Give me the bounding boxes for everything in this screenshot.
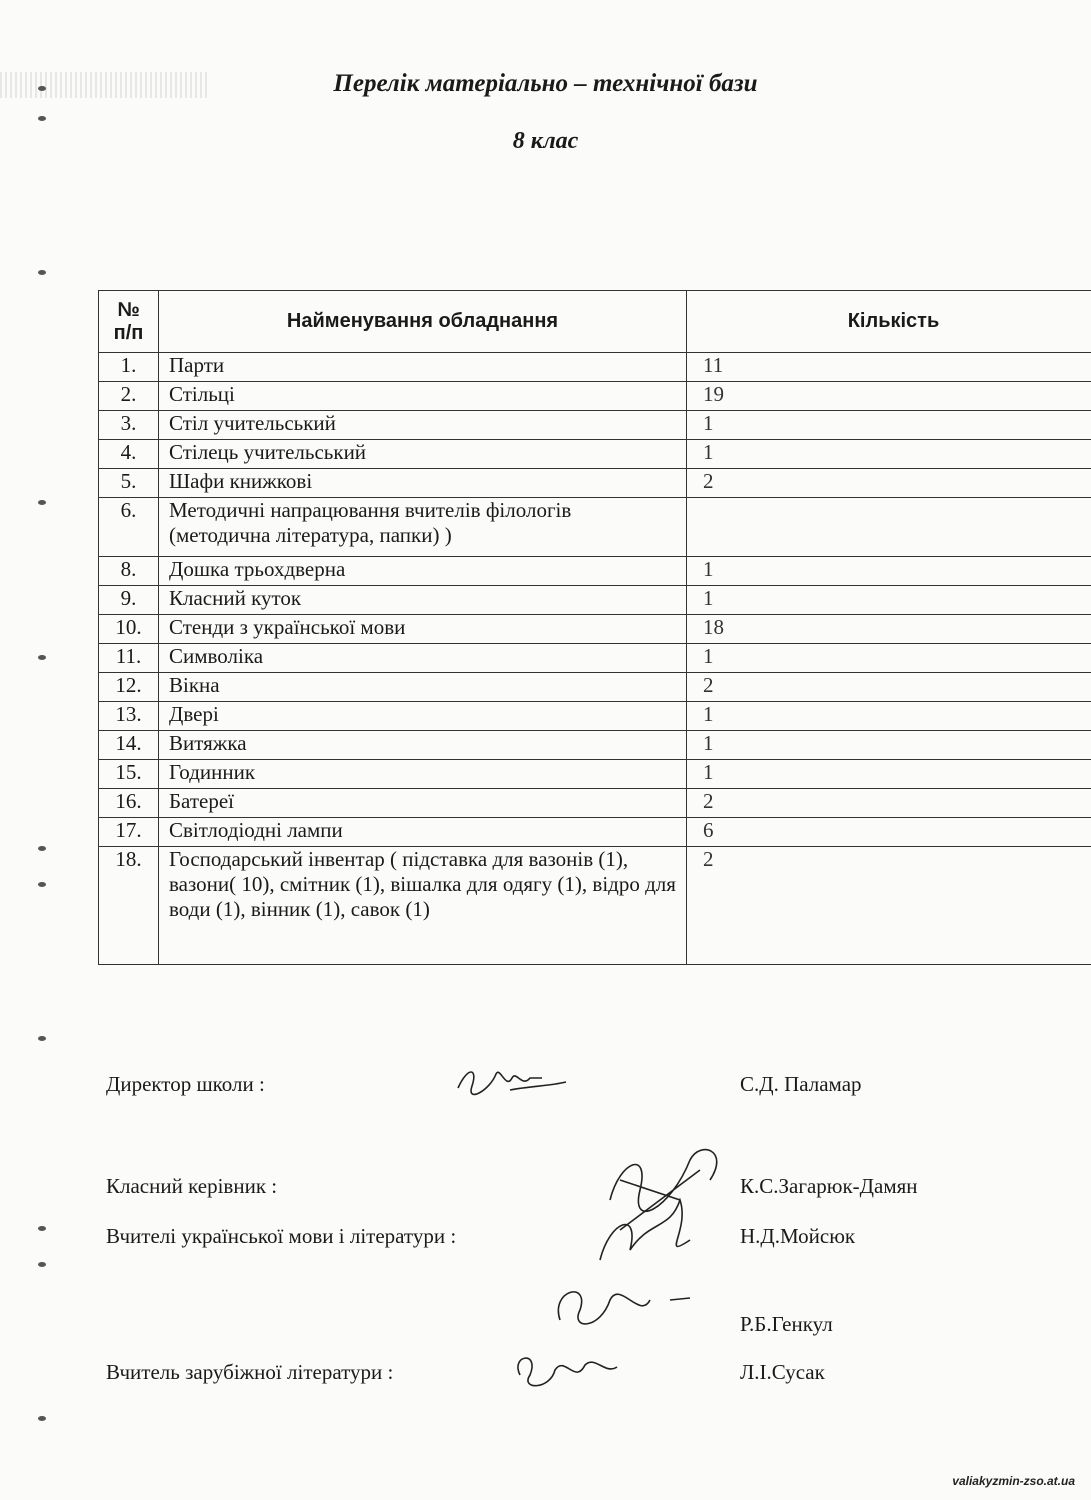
equipment-table	[98, 290, 1091, 965]
row-number: 13.	[99, 702, 159, 731]
signature-role: Вчителі української мови і літератури :	[106, 1224, 457, 1248]
row-number: 18.	[99, 847, 159, 965]
row-quantity: 2	[687, 847, 1091, 965]
row-name: Стільці	[159, 382, 687, 411]
row-quantity: 1	[687, 644, 1091, 673]
teacher-signatures	[580, 1140, 750, 1280]
punch-hole	[38, 1226, 46, 1231]
table-row	[99, 440, 1091, 469]
row-number: 9.	[99, 586, 159, 615]
row-number: 1.	[99, 353, 159, 382]
row-name: Парти	[159, 353, 687, 382]
table-row	[99, 586, 1091, 615]
row-number: 12.	[99, 673, 159, 702]
row-quantity: 1	[687, 731, 1091, 760]
row-number: 10.	[99, 615, 159, 644]
director-signature	[450, 1060, 570, 1100]
row-number: 6.	[99, 498, 159, 557]
signature-name: Л.І.Сусак	[740, 1360, 825, 1384]
punch-hole	[38, 655, 46, 660]
punch-hole	[38, 882, 46, 887]
punch-hole	[38, 1416, 46, 1421]
table-row	[99, 469, 1091, 498]
table-row	[99, 557, 1091, 586]
table-row	[99, 411, 1091, 440]
table-row	[99, 847, 1091, 965]
row-name: Дошка трьохдверна	[159, 557, 687, 586]
row-quantity: 19	[687, 382, 1091, 411]
table-row	[99, 382, 1091, 411]
punch-hole	[38, 1036, 46, 1041]
table-row	[99, 702, 1091, 731]
row-quantity: 18	[687, 615, 1091, 644]
row-quantity: 1	[687, 586, 1091, 615]
table-row	[99, 760, 1091, 789]
row-quantity: 11	[687, 353, 1091, 382]
row-quantity: 1	[687, 760, 1091, 789]
row-quantity: 2	[687, 469, 1091, 498]
punch-hole	[38, 270, 46, 275]
row-name: Світлодіодні лампи	[159, 818, 687, 847]
row-number: 4.	[99, 440, 159, 469]
row-quantity: 1	[687, 440, 1091, 469]
row-name: Стенди з української мови	[159, 615, 687, 644]
row-name: Класний куток	[159, 586, 687, 615]
row-number: 17.	[99, 818, 159, 847]
signature-name: Н.Д.Мойсюк	[740, 1224, 856, 1248]
table-row	[99, 673, 1091, 702]
teacher-signature	[540, 1280, 700, 1340]
table-row	[99, 353, 1091, 382]
punch-hole	[38, 500, 46, 505]
table-header-row	[99, 291, 1091, 353]
row-number: 3.	[99, 411, 159, 440]
row-number: 11.	[99, 644, 159, 673]
signature-name: К.С.Загарюк-Дамян	[740, 1174, 918, 1198]
row-name: Витяжка	[159, 731, 687, 760]
table-row	[99, 498, 1091, 557]
row-name: Стіл учительський	[159, 411, 687, 440]
document-title: Перелік матеріально – технічної бази	[333, 70, 758, 97]
row-number: 14.	[99, 731, 159, 760]
footer-url: valiakyzmin-zso.at.ua	[952, 1474, 1075, 1488]
punch-hole	[38, 846, 46, 851]
signature-role: Директор школи :	[106, 1072, 265, 1096]
punch-hole	[38, 116, 46, 121]
row-name: Методичні напрацювання вчителів філологів (методична література, папки) )	[159, 498, 687, 557]
table-row	[99, 818, 1091, 847]
signature-role: Вчитель зарубіжної літератури :	[106, 1360, 394, 1384]
row-number: 15.	[99, 760, 159, 789]
row-quantity: 6	[687, 818, 1091, 847]
table-row	[99, 731, 1091, 760]
row-number: 2.	[99, 382, 159, 411]
table-row	[99, 615, 1091, 644]
header-name: Найменування обладнання	[159, 291, 687, 353]
row-quantity: 1	[687, 557, 1091, 586]
signature-name: Р.Б.Генкул	[740, 1312, 833, 1336]
signature-role: Класний керівник :	[106, 1174, 278, 1198]
row-name: Двері	[159, 702, 687, 731]
punch-hole	[38, 1262, 46, 1267]
row-number: 8.	[99, 557, 159, 586]
row-number: 16.	[99, 789, 159, 818]
row-number: 5.	[99, 469, 159, 498]
row-name: Символіка	[159, 644, 687, 673]
row-name: Батереї	[159, 789, 687, 818]
table-row	[99, 644, 1091, 673]
row-quantity	[687, 498, 1091, 557]
row-quantity: 2	[687, 789, 1091, 818]
header-number: № п/п	[99, 291, 159, 353]
row-quantity: 1	[687, 702, 1091, 731]
row-name: Господарський інвентар ( підставка для вазонів (1), вазони( 10), смітник (1), вішалка для одягу (1), відро для води (1), вінник (1), савок (1)	[159, 847, 687, 965]
row-name: Годинник	[159, 760, 687, 789]
row-name: Вікна	[159, 673, 687, 702]
header-quantity: Кількість	[687, 291, 1091, 353]
row-name: Шафи книжкові	[159, 469, 687, 498]
document-subtitle: 8 клас	[512, 128, 579, 154]
signature-name: С.Д. Паламар	[740, 1072, 862, 1096]
row-quantity: 2	[687, 673, 1091, 702]
row-quantity: 1	[687, 411, 1091, 440]
foreign-lit-signature	[505, 1345, 625, 1395]
row-name: Стілець учительський	[159, 440, 687, 469]
table-row	[99, 789, 1091, 818]
